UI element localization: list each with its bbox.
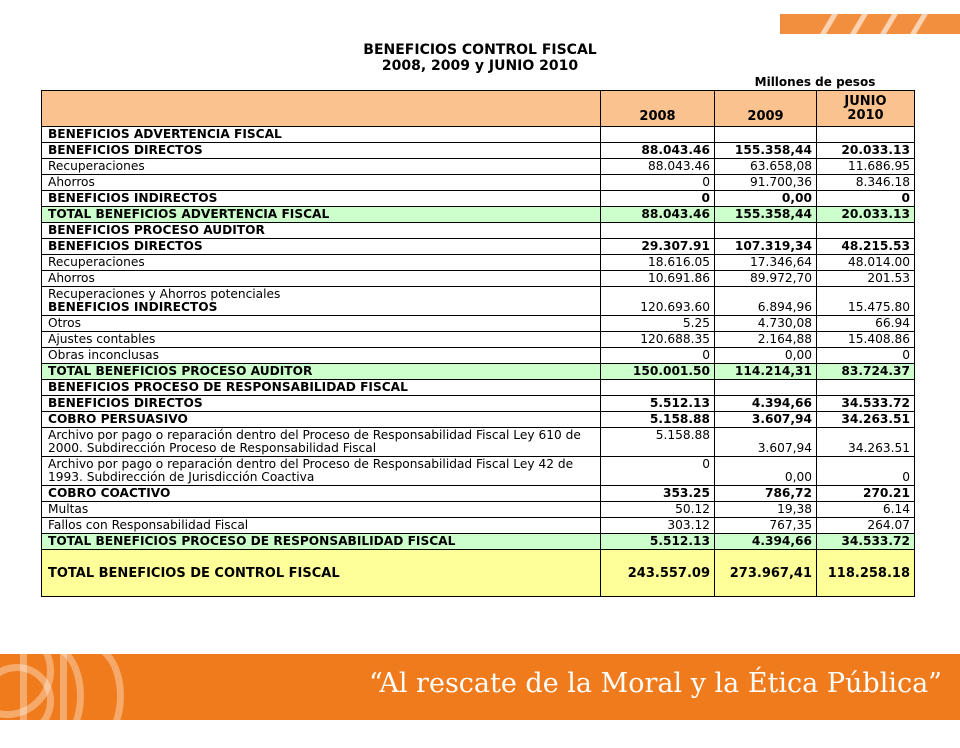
cell-v2008: 5.158.88	[601, 412, 715, 428]
cell-v2009: 155.358,44	[715, 207, 817, 223]
table-row	[42, 534, 915, 550]
header-row	[42, 91, 915, 127]
cell-v2008: 88.043.46	[601, 207, 715, 223]
cell-v2008: 303.12	[601, 518, 715, 534]
cell-v2010: 8.346.18	[817, 175, 915, 191]
row-label: TOTAL BENEFICIOS PROCESO DE RESPONSABILIDAD FISCAL	[42, 534, 601, 550]
cell-v2010: 34.533.72	[817, 396, 915, 412]
table-row	[42, 412, 915, 428]
cell-v2009: 155.358,44	[715, 143, 817, 159]
cell-v2008: 18.616.05	[601, 255, 715, 271]
cell-v2009: 4.394,66	[715, 396, 817, 412]
cell-v2009: 63.658,08	[715, 159, 817, 175]
cell-v2008: 0	[601, 457, 715, 486]
cell-v2010: 15.408.86	[817, 332, 915, 348]
cell-v2009: 3.607,94	[715, 428, 817, 457]
row-label: TOTAL BENEFICIOS ADVERTENCIA FISCAL	[42, 207, 601, 223]
row-label: BENEFICIOS DIRECTOS	[42, 143, 601, 159]
cell-v2009	[715, 223, 817, 239]
row-label: Multas	[42, 502, 601, 518]
row-label: Fallos con Responsabilidad Fiscal	[42, 518, 601, 534]
table-row	[42, 550, 915, 597]
cell-v2008: 150.001.50	[601, 364, 715, 380]
cell-v2008	[601, 223, 715, 239]
cell-v2009: 4.730,08	[715, 316, 817, 332]
row-label: BENEFICIOS DIRECTOS	[42, 239, 601, 255]
table-row	[42, 348, 915, 364]
row-label: Recuperaciones	[42, 255, 601, 271]
cell-v2010: 270.21	[817, 486, 915, 502]
row-label: BENEFICIOS INDIRECTOS	[42, 191, 601, 207]
row-label-line2: BENEFICIOS INDIRECTOS	[48, 300, 218, 314]
cell-v2010: 0	[817, 191, 915, 207]
cell-v2010: 34.263.51	[817, 428, 915, 457]
cell-v2008: 5.512.13	[601, 534, 715, 550]
table-row	[42, 127, 915, 143]
cell-v2008: 29.307.91	[601, 239, 715, 255]
table-row	[42, 223, 915, 239]
header-blank	[42, 91, 601, 127]
cell-v2010	[817, 223, 915, 239]
table-subtitle: 2008, 2009 y JUNIO 2010	[381, 58, 579, 74]
row-label: Archivo por pago o reparación dentro del Proceso de Responsabilidad Fiscal Ley 42 de 1993. Subdirección de Jurisdicción Coactiva	[42, 457, 601, 486]
table-row	[42, 255, 915, 271]
table-row	[42, 332, 915, 348]
cell-v2009: 114.214,31	[715, 364, 817, 380]
row-label: Ahorros	[42, 271, 601, 287]
cell-v2008: 5.512.13	[601, 396, 715, 412]
cell-v2009: 4.394,66	[715, 534, 817, 550]
cell-v2009: 273.967,41	[715, 550, 817, 597]
cell-v2010: 48.215.53	[817, 239, 915, 255]
cell-v2008: 243.557.09	[601, 550, 715, 597]
table-row	[42, 287, 915, 316]
cell-v2008: 0	[601, 191, 715, 207]
table-row	[42, 396, 915, 412]
row-label: TOTAL BENEFICIOS PROCESO AUDITOR	[42, 364, 601, 380]
cell-v2009: 6.894,96	[715, 287, 817, 316]
row-label: Recuperaciones	[42, 159, 601, 175]
cell-v2008: 50.12	[601, 502, 715, 518]
cell-v2009: 91.700,36	[715, 175, 817, 191]
cell-v2009: 2.164,88	[715, 332, 817, 348]
cell-v2008: 0	[601, 348, 715, 364]
cell-v2009: 107.319,34	[715, 239, 817, 255]
table-row	[42, 175, 915, 191]
cell-v2009	[715, 380, 817, 396]
cell-v2010: 34.263.51	[817, 412, 915, 428]
row-label: BENEFICIOS DIRECTOS	[42, 396, 601, 412]
cell-v2008: 5.25	[601, 316, 715, 332]
footer-arc-4	[60, 644, 124, 748]
row-label: Ahorros	[42, 175, 601, 191]
header-junio-2010	[817, 91, 915, 127]
cell-v2008: 353.25	[601, 486, 715, 502]
row-label: BENEFICIOS ADVERTENCIA FISCAL	[42, 127, 601, 143]
unit-label: Millones de pesos	[754, 75, 876, 89]
header-junio-year: 2010	[847, 107, 884, 123]
row-label: COBRO COACTIVO	[42, 486, 601, 502]
row-label: Ajustes contables	[42, 332, 601, 348]
cell-v2010: 118.258.18	[817, 550, 915, 597]
cell-v2008	[601, 127, 715, 143]
cell-v2010: 0	[817, 457, 915, 486]
cell-v2009: 767,35	[715, 518, 817, 534]
cell-v2009: 17.346,64	[715, 255, 817, 271]
table-row	[42, 191, 915, 207]
table-row	[42, 486, 915, 502]
cell-v2010: 48.014.00	[817, 255, 915, 271]
cell-v2009: 19,38	[715, 502, 817, 518]
table-row	[42, 457, 915, 486]
table-row	[42, 502, 915, 518]
cell-v2008: 10.691.86	[601, 271, 715, 287]
row-label: Archivo por pago o reparación dentro del Proceso de Responsabilidad Fiscal Ley 610 de 2000. Subdirección Proceso de Responsabilidad Fiscal	[42, 428, 601, 457]
cell-v2010: 11.686.95	[817, 159, 915, 175]
table-row	[42, 207, 915, 223]
row-label: Obras inconclusas	[42, 348, 601, 364]
row-label-line1: Recuperaciones y Ahorros potenciales	[48, 287, 281, 301]
cell-v2008: 5.158.88	[601, 428, 715, 457]
row-label	[42, 287, 601, 316]
cell-v2008: 88.043.46	[601, 159, 715, 175]
cell-v2009: 3.607,94	[715, 412, 817, 428]
row-label: Otros	[42, 316, 601, 332]
cell-v2010: 15.475.80	[817, 287, 915, 316]
table-row	[42, 380, 915, 396]
row-label: TOTAL BENEFICIOS DE CONTROL FISCAL	[42, 550, 601, 597]
cell-v2008: 120.688.35	[601, 332, 715, 348]
table-row	[42, 316, 915, 332]
row-label: BENEFICIOS PROCESO AUDITOR	[42, 223, 601, 239]
cell-v2008: 0	[601, 175, 715, 191]
table-row	[42, 364, 915, 380]
table-row	[42, 428, 915, 457]
cell-v2010: 20.033.13	[817, 143, 915, 159]
top-decoration	[780, 10, 960, 36]
cell-v2010: 0	[817, 348, 915, 364]
cell-v2010: 264.07	[817, 518, 915, 534]
table-title: BENEFICIOS CONTROL FISCAL	[363, 42, 597, 58]
cell-v2008	[601, 380, 715, 396]
table-row	[42, 271, 915, 287]
cell-v2010: 20.033.13	[817, 207, 915, 223]
table-row	[42, 143, 915, 159]
row-label: BENEFICIOS PROCESO DE RESPONSABILIDAD FISCAL	[42, 380, 601, 396]
cell-v2010: 34.533.72	[817, 534, 915, 550]
table-row	[42, 518, 915, 534]
header-2009: 2009	[715, 91, 817, 127]
row-label: COBRO PERSUASIVO	[42, 412, 601, 428]
table-row	[42, 159, 915, 175]
cell-v2009: 0,00	[715, 457, 817, 486]
cell-v2009: 786,72	[715, 486, 817, 502]
cell-v2009	[715, 127, 817, 143]
footer-banner	[0, 654, 960, 720]
cell-v2010: 83.724.37	[817, 364, 915, 380]
cell-v2009: 0,00	[715, 348, 817, 364]
cell-v2010: 6.14	[817, 502, 915, 518]
cell-v2009: 89.972,70	[715, 271, 817, 287]
header-junio: JUNIO	[844, 93, 887, 109]
cell-v2008: 88.043.46	[601, 143, 715, 159]
footer-slogan: “Al rescate de la Moral y la Ética Pública”	[369, 668, 942, 699]
cell-v2008: 120.693.60	[601, 287, 715, 316]
header-2008: 2008	[601, 91, 715, 127]
cell-v2010	[817, 380, 915, 396]
benefits-table	[41, 90, 915, 597]
cell-v2010: 201.53	[817, 271, 915, 287]
table-row	[42, 239, 915, 255]
cell-v2010	[817, 127, 915, 143]
cell-v2010: 66.94	[817, 316, 915, 332]
cell-v2009: 0,00	[715, 191, 817, 207]
